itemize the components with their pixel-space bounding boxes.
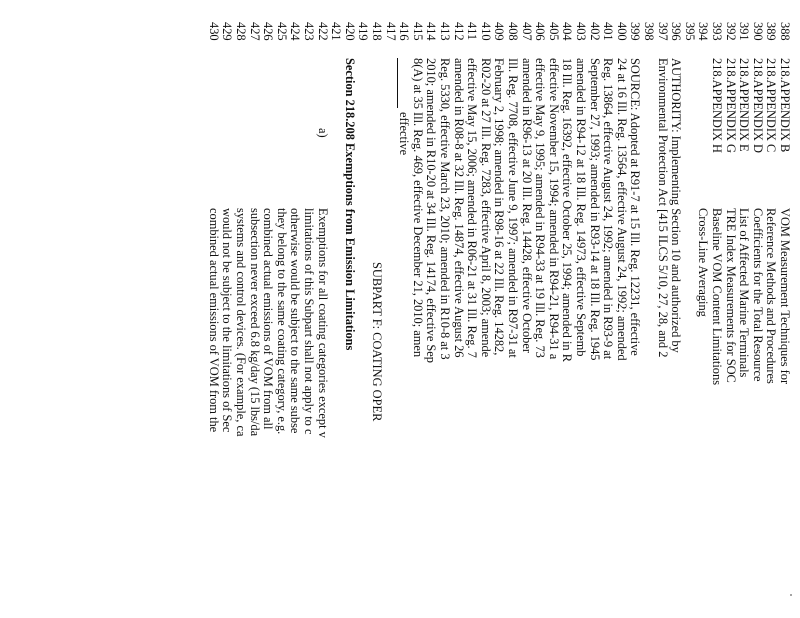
appendix-title: Baseline VOM Content Limitations <box>710 208 724 386</box>
line-number: 408 <box>506 22 520 41</box>
appendix-label: 218.APPENDIX B <box>778 58 792 153</box>
source-effective-line <box>397 58 411 155</box>
line-number: 416 <box>397 22 412 41</box>
paragraph-line: combined actual emissions of VOM from the <box>206 208 221 433</box>
authority-line: Environmental Protection Act [415 ILCS 5/10, 27, 28, and 2 <box>655 58 670 358</box>
source-line: effective May 9, 1995; amended in R94-33 at 19 Ill. Reg. 73 <box>533 58 548 358</box>
line-number: 399 <box>628 22 643 41</box>
source-line: February 2, 1998; amended in R98-16 at 22 Ill. Reg. 14282, <box>492 58 507 356</box>
line-number: 424 <box>288 22 303 41</box>
line-number: 426 <box>261 22 276 41</box>
line-number: 402 <box>587 22 602 41</box>
line-number: 396 <box>669 22 684 41</box>
appendix-title: VOM Measurement Techniques for <box>778 208 792 385</box>
source-line: amended in R08-8 at 32 Ill. Reg. 14874, effective August 26 <box>451 58 466 358</box>
line-number: 395 <box>682 22 697 41</box>
appendix-label: 218.APPENDIX D <box>750 58 765 153</box>
line-number: 405 <box>546 22 561 41</box>
paragraph-line: they belong to the same coating category, e.g. <box>274 208 289 435</box>
source-effective: effective <box>397 112 412 156</box>
line-number: 409 <box>492 22 507 41</box>
paragraph-label: a) <box>315 128 330 138</box>
line-number: 413 <box>438 22 452 41</box>
line-number: 389 <box>764 22 779 41</box>
paragraph-line: limitations of this Subpart shall not apply to c <box>302 208 316 435</box>
line-number: 394 <box>696 22 711 41</box>
line-number: 414 <box>424 22 439 41</box>
line-number: 411 <box>465 22 480 41</box>
appendix-label: 218.APPENDIX H <box>710 58 724 153</box>
source-line: Reg. 5330, effective March 23, 2010; amended in R10-8 at 3 <box>438 58 452 360</box>
line-number: 425 <box>274 22 289 41</box>
line-number: 427 <box>247 22 262 41</box>
paragraph-line: Exemptions for all coating categories except v <box>315 208 330 438</box>
section-heading <box>343 58 357 350</box>
line-number: 418 <box>370 22 384 41</box>
line-number: 422 <box>315 22 330 41</box>
source-line: 18 Ill. Reg. 16392, effective October 25, 1994; amended in R <box>560 58 575 362</box>
appendix-title: Cross-Line Averaging <box>696 208 711 317</box>
source-line: amended in R96-13 at 20 Ill. Reg. 14428, effective October <box>519 58 534 353</box>
line-number: 428 <box>234 22 248 41</box>
line-number: 407 <box>519 22 534 41</box>
paragraph-line: otherwise would be subject to the same subse <box>288 208 303 434</box>
appendix-label: 218.APPENDIX C <box>764 58 779 153</box>
section-number: Section 218.208 <box>342 58 357 140</box>
line-number: 404 <box>560 22 575 41</box>
source-line: R02-20 at 27 Ill. Reg. 7283, effective April 8, 2003; amende <box>478 58 493 358</box>
line-number: 415 <box>410 22 425 41</box>
line-number: 398 <box>642 22 656 41</box>
appendix-title: Coefficients for the Total Resource <box>750 208 765 382</box>
appendix-label: 218.APPENDIX E <box>737 58 752 152</box>
scan-speck <box>790 594 792 596</box>
subpart-heading: SUBPART F: COATING OPER <box>370 262 384 422</box>
line-number: 406 <box>533 22 548 41</box>
source-line: Reg. 13864, effective August 24, 1992; amended in R93-9 at <box>601 58 616 360</box>
line-number: 403 <box>574 22 588 41</box>
source-line: September 27, 1993; amended in R93-14 at 18 Ill. Reg. 1945 <box>587 58 602 361</box>
line-number: 410 <box>478 22 493 41</box>
source-line: amended in R94-12 at 18 Ill. Reg. 14973, effective Septemb <box>574 58 588 357</box>
line-number: 388 <box>778 22 792 41</box>
paragraph-line: would not be subject to the limitations of Sec <box>220 208 235 433</box>
line-number: 412 <box>451 22 466 41</box>
appendix-title: List of Affected Marine Terminals <box>737 208 752 378</box>
line-number: 430 <box>206 22 221 41</box>
source-line: SOURCE: Adopted at R91-7 at 15 Ill. Reg. 12231, effective <box>628 58 643 356</box>
line-number: 397 <box>655 22 670 41</box>
blank-rule <box>397 58 408 108</box>
appendix-title: TRE Index Measurements for SOC <box>723 208 738 383</box>
paragraph-line: combined actual emissions of VOM from all <box>261 208 276 430</box>
paragraph-line: subsection never exceed 6.8 kg/day (15 lbs/da <box>247 208 262 437</box>
appendix-title: Reference Methods and Procedures <box>764 208 779 384</box>
line-number: 417 <box>383 22 398 41</box>
line-number: 392 <box>723 22 738 41</box>
line-number: 429 <box>220 22 235 41</box>
line-number: 423 <box>302 22 316 41</box>
line-number: 420 <box>342 22 357 41</box>
source-line: 24 at 16 Ill. Reg. 13564, effective August 24, 1992; amended <box>614 58 629 361</box>
source-line: effective November 15, 1994; amended in R94-21, R94-31 a <box>546 58 561 360</box>
source-line: effective May 15, 2006; amended in R06-21 at 31 Ill. Reg. 7 <box>465 58 480 358</box>
source-line: 8(A) at 35 Ill. Reg. 469, effective December 21, 2010; amen <box>410 58 425 358</box>
line-number: 419 <box>356 22 371 41</box>
source-line: 2010; amended in R10-20 at 34 Ill. Reg. 14174, effective Sep <box>424 58 439 363</box>
section-title: Exemptions from Emission Limitations <box>342 143 357 351</box>
line-number: 421 <box>329 22 344 41</box>
paragraph-line: systems and control devices. (For example, ca <box>234 208 248 437</box>
appendix-label: 218.APPENDIX G <box>723 58 738 153</box>
line-number: 390 <box>750 22 765 41</box>
line-number: 393 <box>710 22 724 41</box>
line-number: 391 <box>737 22 752 41</box>
source-line: Ill. Reg. 7708, effective June 9, 1997; amended in R97-31 at <box>506 58 520 358</box>
authority-line: AUTHORITY: Implementing Section 10 and authorized by <box>669 58 684 353</box>
line-number: 400 <box>614 22 629 41</box>
line-number: 401 <box>601 22 616 41</box>
